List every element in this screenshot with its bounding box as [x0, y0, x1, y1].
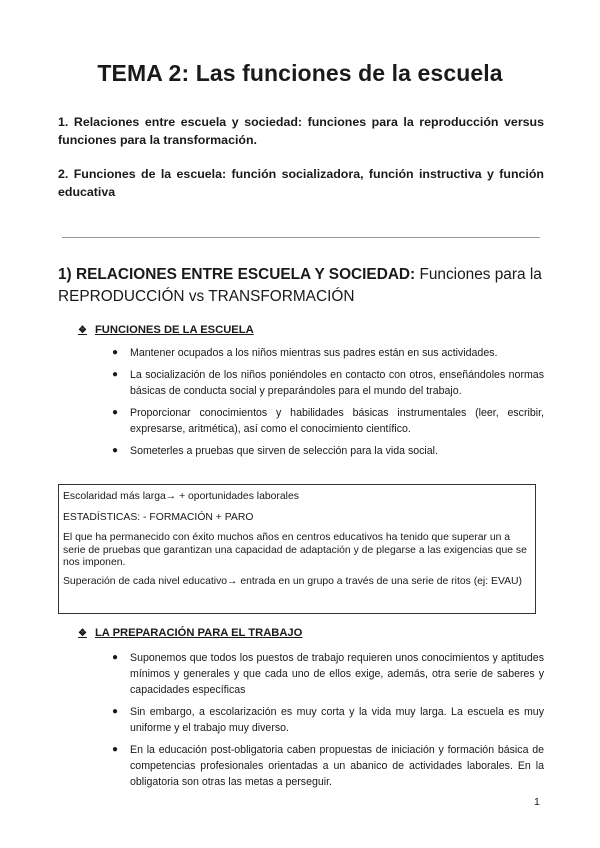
bullet-icon: ● [112, 744, 119, 755]
bullet-icon: ● [112, 407, 119, 418]
list-item [112, 345, 544, 361]
bullet-icon: ● [112, 652, 119, 663]
bullet-icon: ● [112, 706, 119, 717]
subheading-funciones-label: FUNCIONES DE LA ESCUELA [94, 324, 254, 336]
page-title: TEMA 2: Las funciones de la escuela [97, 60, 503, 86]
note-line-3: El que ha permanecido con éxito muchos años en centros educativos ha tenido que superar un a serie de pruebas que garantizan una capacidad de adaptación y de plegarse a las exigencias que se nos imponen. [63, 532, 527, 569]
list-item-text: Someterles a pruebas que sirven de selección para la vida social. [130, 445, 438, 457]
list-item-text: En la educación post-obligatoria caben propuestas de iniciación y formación básica de competencias profesionales orientadas a un abanico de actividades laborales. En la obligatoria son otras las metas a perseguir. [130, 744, 544, 788]
list-item [112, 405, 544, 437]
list-item [112, 367, 544, 399]
diamond-bullet-icon: ❖ [78, 627, 87, 639]
section-heading-rest: Funciones para la REPRODUCCIÓN vs TRANSFORMACIÓN [58, 266, 542, 305]
note-line-4: Superación de cada nivel educativo→ entrada en un grupo a través de una serie de ritos (ej: EVAU) [63, 575, 522, 587]
bullet-icon: ● [112, 445, 119, 456]
diamond-bullet-icon: ❖ [78, 324, 87, 336]
list-item [112, 742, 544, 790]
note-line-2: ESTADÍSTICAS: - FORMACIÓN + PARO [63, 511, 254, 523]
list-item-text: Sin embargo, a escolarización es muy corta y la vida muy larga. La escuela es muy uniforme y el trabajo muy diverso. [130, 706, 544, 734]
trabajo-list [112, 650, 544, 796]
list-item-text: Proporcionar conocimientos y habilidades básicas instrumentales (leer, escribir, expresarse, aritmética), así como el conocimiento científico. [130, 407, 544, 435]
toc-item-2: 2. Funciones de la escuela: función socializadora, función instructiva y función educativa [58, 167, 544, 199]
list-item [112, 704, 544, 736]
list-item [112, 650, 544, 698]
page-number: 1 [534, 796, 540, 808]
bullet-icon: ● [112, 369, 119, 380]
funciones-list [112, 345, 544, 465]
subheading-trabajo-label: LA PREPARACIÓN PARA EL TRABAJO [94, 627, 303, 639]
toc-item-1: 1. Relaciones entre escuela y sociedad: funciones para la reproducción versus funciones para la transformación. [58, 115, 544, 147]
note-line-1: Escolaridad más larga→ + oportunidades laborales [63, 491, 299, 502]
list-item-text: Suponemos que todos los puestos de trabajo requieren unos conocimientos y aptitudes mínimos y generales y que cada uno de ellos exige, además, otra serie de saberes y capacidades específicas [130, 652, 544, 696]
list-item-text: La socialización de los niños poniéndoles en contacto con otros, enseñándoles normas básicas de conducta social y preparándoles para el mundo del trabajo. [130, 369, 544, 397]
note-box [58, 484, 536, 614]
subheading-trabajo [78, 627, 302, 639]
list-item [112, 443, 544, 459]
section-heading-bold: 1) RELACIONES ENTRE ESCUELA Y SOCIEDAD: [58, 266, 416, 283]
bullet-icon: ● [112, 347, 119, 358]
horizontal-divider [62, 237, 540, 238]
list-item-text: Mantener ocupados a los niños mientras sus padres están en sus actividades. [130, 347, 498, 359]
subheading-funciones [78, 324, 254, 336]
section-heading [58, 264, 548, 308]
